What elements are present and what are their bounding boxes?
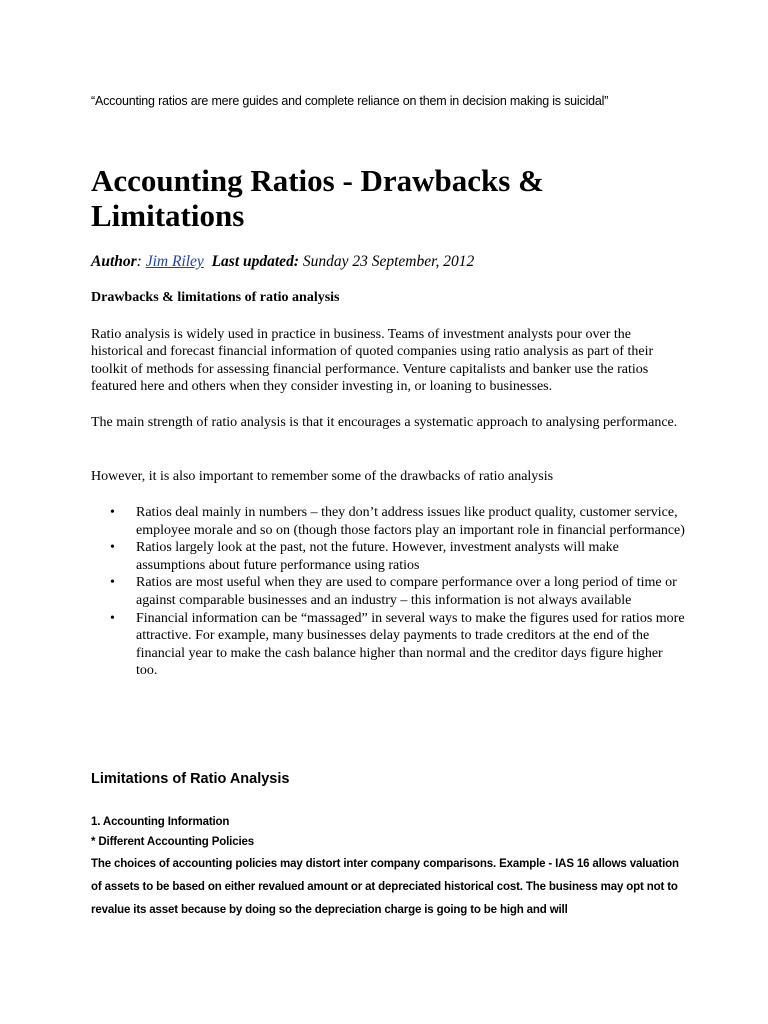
drawbacks-list	[91, 504, 691, 680]
limitations-heading: Limitations of Ratio Analysis	[91, 771, 290, 787]
opening-quote: “Accounting ratios are mere guides and complete reliance on them in decision making is suicidal”	[91, 94, 609, 108]
bullet-icon: •	[110, 540, 115, 556]
bullet-icon: •	[110, 505, 115, 520]
updated-label: Last updated:	[211, 253, 299, 270]
author-line	[91, 253, 691, 271]
list-item-text: Financial information can be “massaged” in several ways to make the figures used for ratios more attractive. For example, many businesses delay payments to trade creditors at the end of the financial year to make the cash balance higher than normal and the creditor days figure higher too.	[136, 610, 685, 679]
author-label: Author	[91, 253, 137, 270]
list-item	[91, 539, 686, 574]
list-item-text: Ratios deal mainly in numbers – they don’t address issues like product quality, customer service, employee morale and so on (though those factors play an important role in financial performance)	[136, 505, 685, 538]
paragraph-drawbacks-intro: However, it is also important to remember some of the drawbacks of ratio analysis	[91, 469, 554, 484]
list-item	[91, 504, 686, 539]
list-item	[91, 574, 686, 609]
limitation-item-heading: 1. Accounting Information	[91, 816, 230, 828]
limitation-subitem-heading: * Different Accounting Policies	[91, 836, 254, 848]
limitation-body-text: The choices of accounting policies may distort inter company comparisons. Example - IAS 16 allows valuation of assets to be based on either revalued amount or at depreciated historical cost. The business may opt not to revalue its asset because by doing so the depreciation charge is going to be high and will	[91, 858, 679, 916]
article-title: Accounting Ratios - Drawbacks & Limitations	[91, 163, 544, 233]
author-link[interactable]: Jim Riley	[145, 253, 204, 270]
paragraph-main-strength: The main strength of ratio analysis is that it encourages a systematic approach to analysing performance.	[91, 415, 678, 430]
bullet-icon: •	[110, 575, 115, 591]
section-subheading: Drawbacks & limitations of ratio analysis	[91, 290, 340, 305]
list-item-text: Ratios are most useful when they are used to compare performance over a long period of time or against comparable businesses and an industry – this information is not always available	[136, 575, 677, 608]
paragraph-ratio-analysis-usage: Ratio analysis is widely used in practice in business. Teams of investment analysts pour over the historical and forecast financial information of quoted companies using ratio analysis as part of their toolkit of methods for assessing financial performance. Venture capitalists and banker use the ratios featured here and others when they consider investing in, or loaning to businesses.	[91, 327, 654, 395]
list-item	[91, 610, 686, 680]
author-colon: :	[136, 253, 142, 270]
list-item-text: Ratios largely look at the past, not the future. However, investment analysts will make assumptions about future performance using ratios	[136, 540, 619, 573]
bullet-icon: •	[110, 610, 115, 626]
updated-date: Sunday 23 September, 2012	[302, 253, 475, 270]
